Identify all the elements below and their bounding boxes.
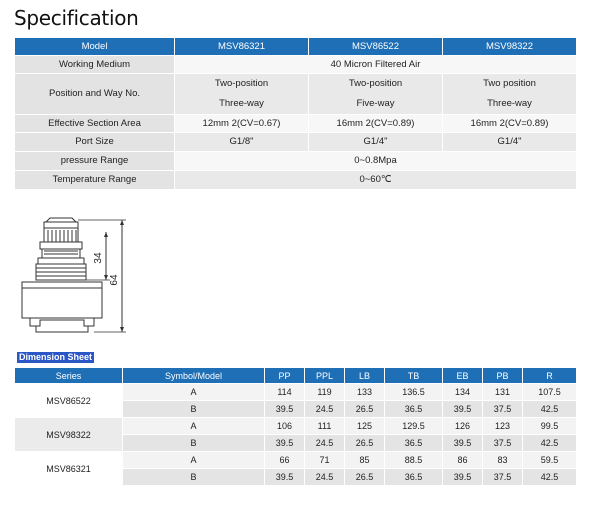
series-cell: MSV86522 — [15, 384, 123, 418]
value-cell: 36.5 — [385, 401, 443, 418]
symbol-cell: A — [123, 452, 265, 469]
series-cell: MSV98322 — [15, 418, 123, 452]
spec-row-pressure — [15, 152, 577, 171]
value-cell: 26.5 — [345, 401, 385, 418]
value-cell: 99.5 — [523, 418, 577, 435]
value-cell: 36.5 — [385, 435, 443, 452]
symbol-cell: B — [123, 401, 265, 418]
value-cell: 106 — [265, 418, 305, 435]
spec-value: 0~0.8Mpa — [175, 152, 577, 171]
spec-row-port — [15, 133, 577, 152]
value-cell: 125 — [345, 418, 385, 435]
series-cell: MSV86321 — [15, 452, 123, 486]
value-cell: 39.5 — [265, 435, 305, 452]
dim-header-pb: PB — [483, 368, 523, 384]
dimension-header-row — [15, 368, 577, 384]
knob-top — [46, 218, 76, 222]
dimension-sheet-label: Dimension Sheet — [19, 352, 93, 362]
symbol-cell: A — [123, 418, 265, 435]
spec-value: Two position Three-way — [443, 74, 577, 115]
spec-label: Position and Way No. — [15, 74, 175, 115]
symbol-cell: A — [123, 384, 265, 401]
symbol-cell: B — [123, 435, 265, 452]
spec-row-section — [15, 115, 577, 133]
value-cell: 37.5 — [483, 435, 523, 452]
value-cell: 59.5 — [523, 452, 577, 469]
dim-header-tb: TB — [385, 368, 443, 384]
spec-label: pressure Range — [15, 152, 175, 171]
spec-value: G1/8" — [175, 133, 309, 152]
value-cell: 36.5 — [385, 469, 443, 486]
value-cell: 37.5 — [483, 401, 523, 418]
dimension-table — [14, 367, 577, 486]
value-cell: 42.5 — [523, 469, 577, 486]
spec-header-col-2: MSV86522 — [309, 38, 443, 56]
value-cell: 114 — [265, 384, 305, 401]
value-cell: 39.5 — [265, 401, 305, 418]
value-cell: 126 — [443, 418, 483, 435]
valve-body — [22, 282, 102, 318]
spec-value: G1/4" — [309, 133, 443, 152]
dim-header-lb: LB — [345, 368, 385, 384]
value-cell: 83 — [483, 452, 523, 469]
value-cell: 24.5 — [305, 401, 345, 418]
value-cell: 111 — [305, 418, 345, 435]
specification-table — [14, 37, 577, 190]
dim-header-pp: PP — [265, 368, 305, 384]
value-cell: 39.5 — [265, 469, 305, 486]
spec-value: 16mm 2(CV=0.89) — [443, 115, 577, 133]
spec-header-model: Model — [15, 38, 175, 56]
value-cell: 37.5 — [483, 469, 523, 486]
value-cell: 107.5 — [523, 384, 577, 401]
spec-header-col-1: MSV86321 — [175, 38, 309, 56]
value-cell: 131 — [483, 384, 523, 401]
value-cell: 85 — [345, 452, 385, 469]
dim-inner-label: 34 — [93, 252, 104, 264]
valve-dimension-drawing — [14, 208, 144, 348]
spec-value: Two-position Five-way — [309, 74, 443, 115]
spec-row-temperature — [15, 171, 577, 190]
spec-label: Port Size — [15, 133, 175, 152]
spec-value: 16mm 2(CV=0.89) — [309, 115, 443, 133]
dim-header-r: R — [523, 368, 577, 384]
table-row — [15, 418, 577, 435]
spec-header-row — [15, 38, 577, 56]
spec-value: G1/4" — [443, 133, 577, 152]
value-cell: 123 — [483, 418, 523, 435]
value-cell: 133 — [345, 384, 385, 401]
spec-row-position — [15, 74, 577, 115]
symbol-cell: B — [123, 469, 265, 486]
spec-label: Working Medium — [15, 56, 175, 74]
value-cell: 42.5 — [523, 401, 577, 418]
dim-header-eb: EB — [443, 368, 483, 384]
value-cell: 129.5 — [385, 418, 443, 435]
spec-label: Temperature Range — [15, 171, 175, 190]
lock-ring — [38, 258, 84, 264]
value-cell: 134 — [443, 384, 483, 401]
spec-row-working-medium — [15, 56, 577, 74]
value-cell: 42.5 — [523, 435, 577, 452]
value-cell: 86 — [443, 452, 483, 469]
dim-header-series: Series — [15, 368, 123, 384]
value-cell: 39.5 — [443, 469, 483, 486]
dim-header-symbol: Symbol/Model — [123, 368, 265, 384]
value-cell: 24.5 — [305, 435, 345, 452]
collar — [40, 242, 82, 249]
value-cell: 26.5 — [345, 469, 385, 486]
dim-header-ppl: PPL — [305, 368, 345, 384]
knob-cap — [44, 222, 78, 242]
port-bottom — [36, 326, 88, 332]
page-title: Specification — [14, 6, 139, 30]
spec-value: 12mm 2(CV=0.67) — [175, 115, 309, 133]
value-cell: 24.5 — [305, 469, 345, 486]
value-cell: 26.5 — [345, 435, 385, 452]
spec-header-col-3: MSV98322 — [443, 38, 577, 56]
value-cell: 66 — [265, 452, 305, 469]
value-cell: 39.5 — [443, 435, 483, 452]
value-cell: 136.5 — [385, 384, 443, 401]
spec-value: 40 Micron Filtered Air — [175, 56, 577, 74]
value-cell: 71 — [305, 452, 345, 469]
value-cell: 119 — [305, 384, 345, 401]
value-cell: 39.5 — [443, 401, 483, 418]
spec-value: Two-position Three-way — [175, 74, 309, 115]
spec-label: Effective Section Area — [15, 115, 175, 133]
valve-base — [30, 318, 94, 326]
dim-outer-label: 64 — [109, 274, 120, 286]
spec-value: 0~60℃ — [175, 171, 577, 190]
table-row — [15, 384, 577, 401]
value-cell: 88.5 — [385, 452, 443, 469]
table-row — [15, 452, 577, 469]
